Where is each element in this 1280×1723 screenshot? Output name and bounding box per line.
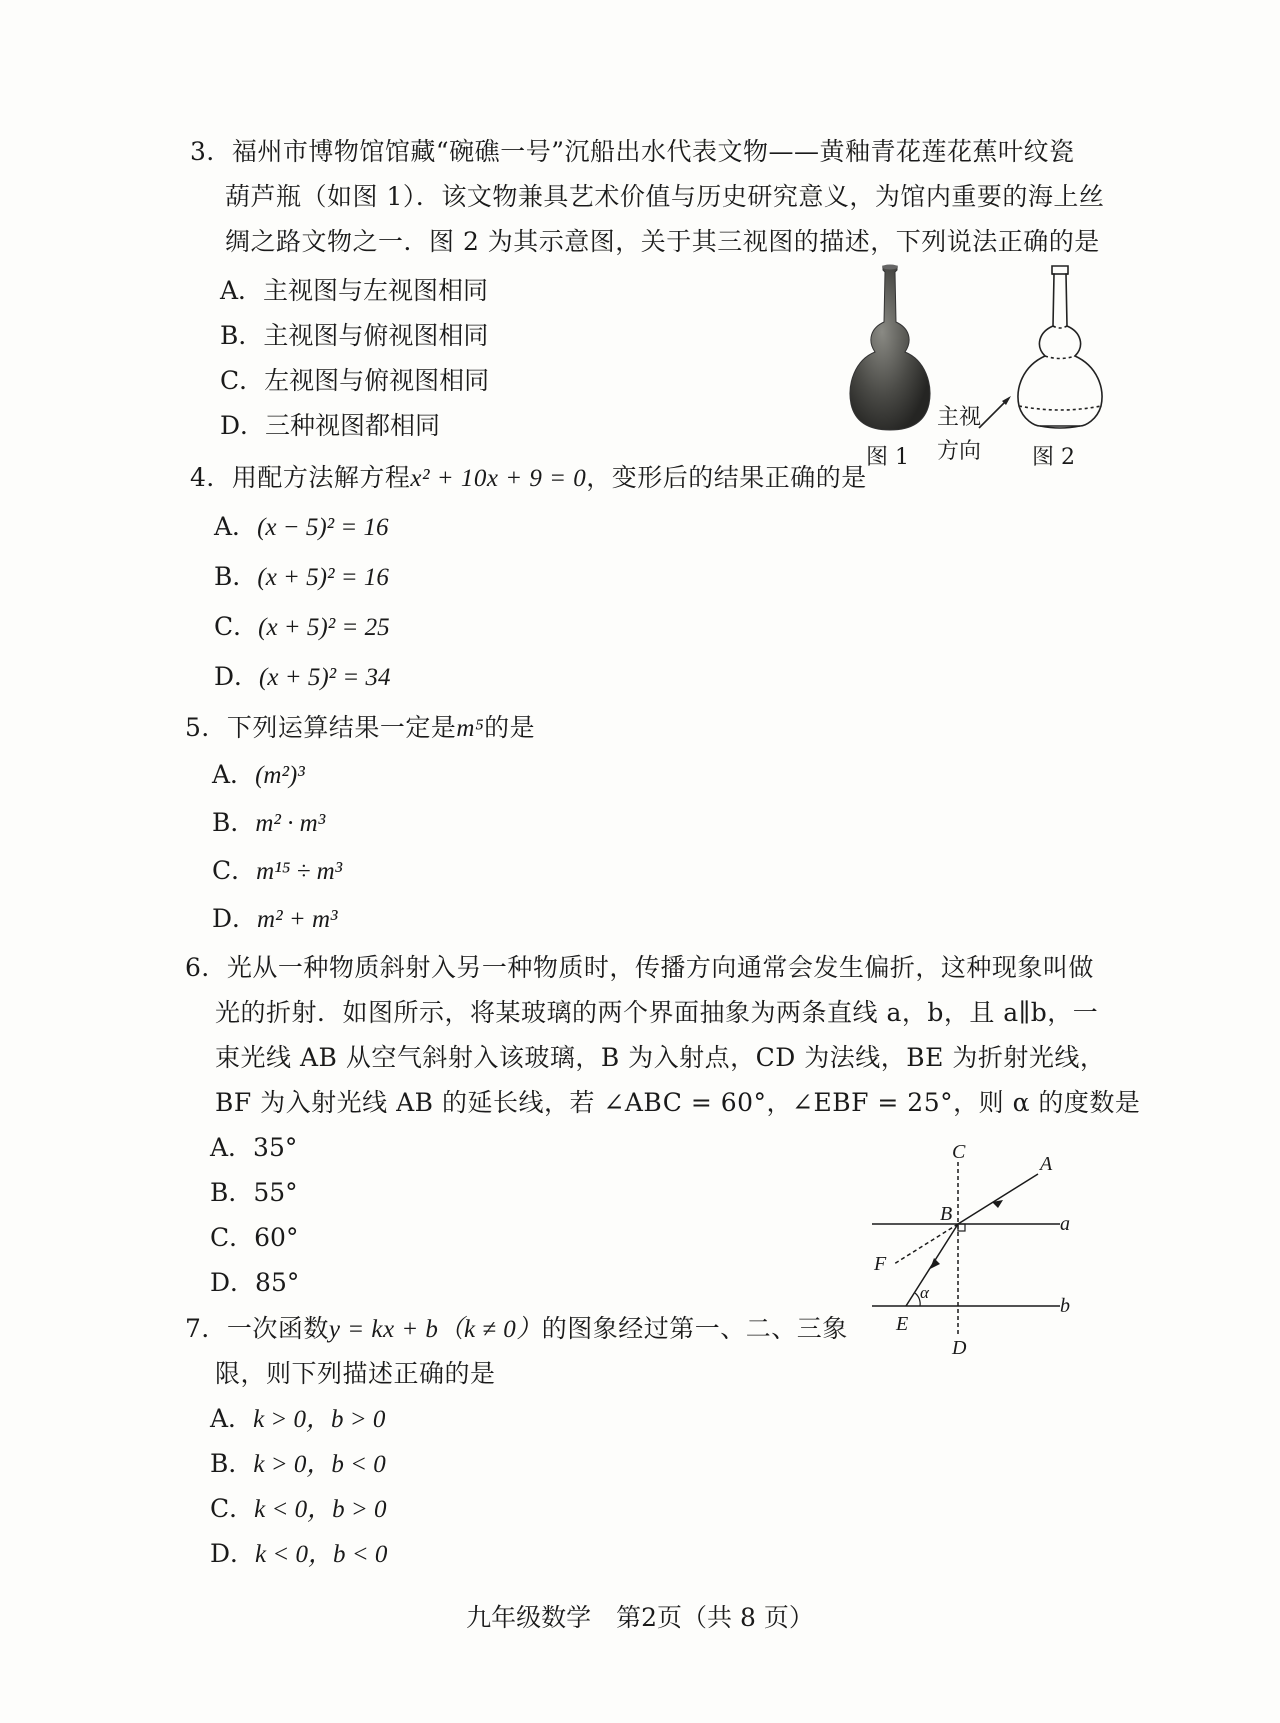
- fig-label-alpha: α: [920, 1283, 929, 1302]
- q4-stem: [190, 463, 867, 494]
- q4-stem-pre: 用配方法解方程: [231, 463, 411, 492]
- q4-number: 4．: [190, 463, 232, 492]
- page-footer: 九年级数学 第2页（共 8 页）: [466, 1603, 814, 1632]
- q5-option-b-label: B．: [212, 808, 256, 837]
- q4-option-b-label: B．: [214, 562, 258, 591]
- q5-option-a-label: A．: [212, 760, 256, 789]
- q5-target: m⁵: [456, 715, 485, 742]
- q6-line-2: 光的折射．如图所示，将某玻璃的两个界面抽象为两条直线 a，b，且 a∥b，一: [215, 998, 1099, 1027]
- q5-option-d-expr: m² + m³: [257, 906, 338, 933]
- q4-option-c: [214, 612, 390, 643]
- q7-option-b-label: B．: [210, 1449, 254, 1478]
- vase-outline-figure: [1005, 262, 1115, 437]
- q7-option-a-label: A．: [210, 1404, 254, 1433]
- q5-number: 5．: [185, 713, 227, 742]
- q7-line-1-pre: 7．一次函数: [185, 1314, 329, 1343]
- q5-option-c: [212, 856, 342, 887]
- q3-option-c: C．左视图与俯视图相同: [220, 366, 490, 395]
- q7-line-1-post: 的图象经过第一、二、三象: [541, 1314, 848, 1343]
- refraction-arrow-icon: [930, 1258, 940, 1269]
- q3-line-2: 葫芦瓶（如图 1）．该文物兼具艺术价值与历史研究意义，为馆内重要的海上丝: [225, 182, 1105, 211]
- q4-stem-post: ，变形后的结果正确的是: [586, 463, 867, 492]
- q3-option-b: B．主视图与俯视图相同: [220, 321, 489, 350]
- q4-option-b: [214, 562, 389, 593]
- q3-option-d: D．三种视图都相同: [220, 411, 441, 440]
- view-direction-label-2: 方向: [937, 439, 982, 464]
- q7-option-c: [210, 1494, 386, 1525]
- q4-option-c-label: C．: [214, 612, 259, 641]
- q4-option-d-expr: (x + 5)² = 34: [259, 664, 391, 691]
- q6-option-d: D．85°: [210, 1268, 300, 1297]
- q3-line-3: 绸之路文物之一．图 2 为其示意图，关于其三视图的描述，下列说法正确的是: [225, 227, 1100, 256]
- fig-label-line-b: b: [1060, 1295, 1070, 1317]
- q7-option-a-expr: k > 0，b > 0: [253, 1406, 386, 1433]
- q4-option-a-expr: (x − 5)² = 16: [257, 514, 389, 541]
- q6-line-4: BF 为入射光线 AB 的延长线，若 ∠ABC = 60°，∠EBF = 25°，则 α 的度数是: [215, 1088, 1141, 1117]
- q6-option-c: C．60°: [210, 1223, 299, 1252]
- q7-option-d: [210, 1539, 387, 1570]
- q7-line-1: [185, 1314, 848, 1345]
- q3-option-a: A．主视图与左视图相同: [220, 276, 489, 305]
- q5-option-c-label: C．: [212, 856, 257, 885]
- fig-label-b-point: B: [940, 1203, 953, 1225]
- fig1-label: 图 1: [866, 445, 909, 470]
- fig-label-c: C: [952, 1141, 966, 1163]
- q7-option-b-expr: k > 0，b < 0: [253, 1451, 386, 1478]
- fig-label-d: D: [952, 1337, 967, 1359]
- fig-label-line-a: a: [1060, 1213, 1070, 1235]
- q5-option-c-expr: m¹⁵ ÷ m³: [256, 858, 343, 885]
- q7-option-c-expr: k < 0，b > 0: [254, 1496, 387, 1523]
- fig-label-a-point: A: [1040, 1153, 1053, 1175]
- q5-option-b: [212, 808, 325, 839]
- q4-equation: x² + 10x + 9 = 0: [410, 465, 587, 492]
- q7-line-2: 限，则下列描述正确的是: [215, 1359, 496, 1388]
- q5-option-a-expr: (m²)³: [255, 762, 305, 789]
- q4-option-d-label: D．: [214, 662, 260, 691]
- q4-option-d: [214, 662, 391, 693]
- q5-option-d: [212, 904, 338, 935]
- q5-option-b-expr: m² · m³: [255, 810, 326, 837]
- q5-stem: [185, 713, 535, 744]
- q6-option-b: B．55°: [210, 1178, 298, 1207]
- q5-stem-post: 的是: [484, 713, 536, 742]
- q6-line-1: 6．光从一种物质斜射入另一种物质时，传播方向通常会发生偏折，这种现象叫做: [185, 953, 1094, 982]
- q4-option-a: [214, 512, 389, 543]
- q4-option-a-label: A．: [214, 512, 258, 541]
- q7-option-d-label: D．: [210, 1539, 256, 1568]
- q6-line-3: 束光线 AB 从空气斜射入该玻璃，B 为入射点，CD 为法线，BE 为折射光线，: [215, 1043, 1106, 1072]
- q5-option-a: [212, 760, 305, 791]
- q5-option-d-label: D．: [212, 904, 258, 933]
- view-direction-label-1: 主视: [937, 405, 982, 430]
- q7-option-d-expr: k < 0，b < 0: [255, 1541, 388, 1568]
- q7-option-b: [210, 1449, 386, 1480]
- q5-stem-pre: 下列运算结果一定是: [226, 713, 457, 742]
- refraction-figure: [860, 1140, 1090, 1360]
- q4-option-b-expr: (x + 5)² = 16: [257, 564, 389, 591]
- q3-line-1: 3．福州市博物馆馆藏“碗礁一号”沉船出水代表文物——黄釉青花莲花蕉叶纹瓷: [190, 137, 1075, 166]
- vase-photo-figure: [845, 262, 935, 437]
- q7-option-c-label: C．: [210, 1494, 255, 1523]
- q4-option-c-expr: (x + 5)² = 25: [258, 614, 390, 641]
- fig-label-f: F: [874, 1253, 887, 1275]
- q6-option-a: A．35°: [210, 1133, 298, 1162]
- q7-function: y = kx + b: [328, 1316, 439, 1343]
- q7-condition: （k ≠ 0）: [438, 1316, 542, 1343]
- q7-option-a: [210, 1404, 385, 1435]
- fig2-label: 图 2: [1032, 445, 1075, 470]
- fig-label-e: E: [896, 1313, 909, 1335]
